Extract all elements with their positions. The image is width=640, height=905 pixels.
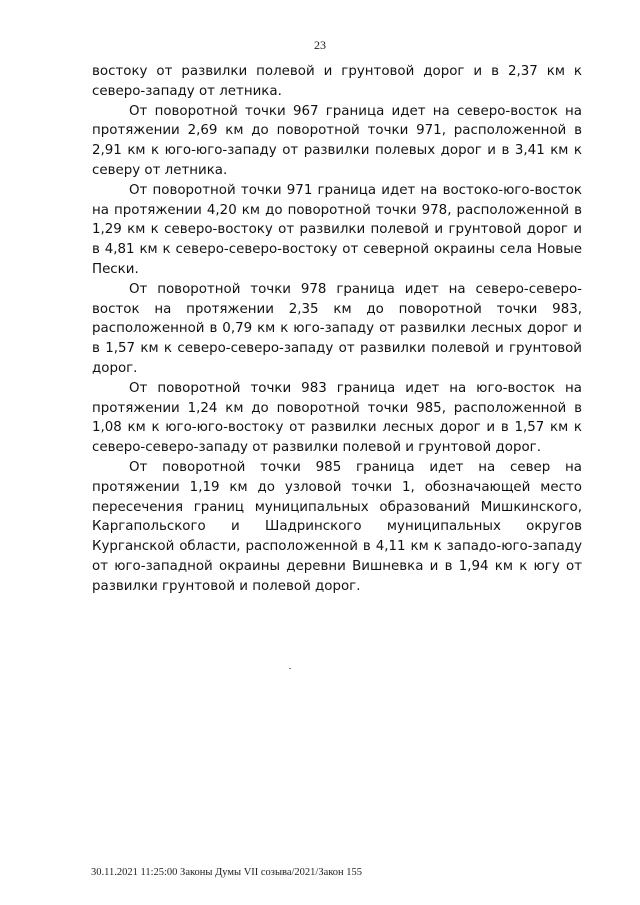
paragraph: востоку от развилки полевой и грунтовой дорог и в 2,37 км к северо-западу от летника. [92,64,582,99]
document-footer: 30.11.2021 11:25:00 Законы Думы VII созыва/2021/Закон 155 [91,867,363,878]
paragraph: От поворотной точки 978 граница идет на северо-северо-восток на протяжении 2,35 км до поворотной точки 983, расположенной в 0,79 км к юго-западу от развилки лесных дорог и в 1,57 км к северо-северо-западу от развилки полевой и грунтовой дорог. [92,281,582,376]
paragraph: От поворотной точки 971 граница идет на востоко-юго-восток на протяжении 4,20 км до поворотной точки 978, расположенной в 1,29 км к северо-востоку от развилки полевой и грунтовой дорог и в 4,81 км к северо-северо-востоку от северной окраины села Новые Пески. [92,182,582,277]
scan-dot [289,668,291,669]
document-body [92,62,582,597]
paragraph: От поворотной точки 985 граница идет на север на протяжении 1,19 км до узловой точки 1, обозначающей место пересечения границ муниципальных образований Мишкинского, Каргапольского и Шадринского муниципальных округов Курганской области, расположенной в 4,11 км к западо-юго-западу от юго-западной окраины деревни Вишневка и в 1,94 км к югу от развилки грунтовой и полевой дорог. [92,459,582,594]
paragraph: От поворотной точки 983 граница идет на юго-восток на протяжении 1,24 км до поворотной точки 985, расположенной в 1,08 км к юго-юго-востоку от развилки лесных дорог и в 1,57 км к северо-северо-западу от развилки полевой и грунтовой дорог. [92,380,582,456]
page-number: 23 [314,38,326,52]
paragraph: От поворотной точки 967 граница идет на северо-восток на протяжении 2,69 км до поворотной точки 971, расположенной в 2,91 км к юго-юго-западу от развилки полевых дорог и в 3,41 км к северу от летника. [92,103,582,178]
